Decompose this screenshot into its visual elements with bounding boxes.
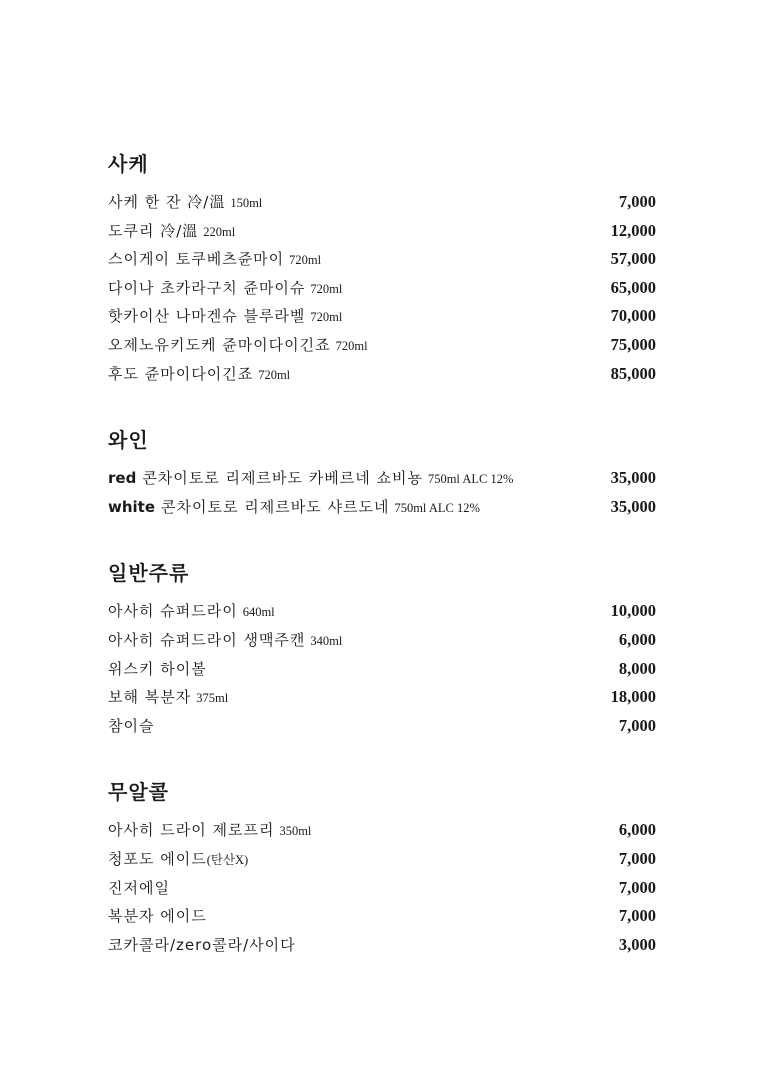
menu-item [108,493,656,522]
section-title: 사케 [108,152,149,176]
item-name: 후도 쥰마이다이긴죠 [108,364,254,383]
item-name: 참이슬 [108,716,155,735]
item-spec: 750ml ALC 12% [394,500,480,515]
item-prefix: white [108,497,156,516]
section-sake [108,150,656,388]
item-price: 75,000 [610,334,656,354]
item-name: 콘차이토로 리제르바도 카베르네 쇼비뇽 [142,469,423,488]
item-price: 7,000 [618,192,656,211]
menu-item [108,188,656,217]
item-name: 스이게이 토쿠베츠쥰마이 [108,250,285,269]
item-price: 7,000 [618,906,656,926]
item-price: 57,000 [610,249,656,269]
item-name: 복분자 에이드 [108,907,207,926]
menu-item [108,816,656,845]
item-spec: 375ml [196,691,229,706]
menu-item [108,360,656,389]
menu-item [108,683,656,712]
item-price: 10,000 [610,601,656,621]
item-price: 65,000 [610,277,656,297]
item-name: 진저에일 [108,878,170,897]
item-name: 콘차이토로 리제르바도 샤르도네 [161,497,390,516]
section-title: 와인 [108,428,149,453]
item-price: 3,000 [618,934,656,954]
item-name: 사케 한 잔 冷/溫 [108,193,226,211]
menu-item [108,217,656,246]
menu-item [108,655,656,684]
item-name: 오제노유키도케 쥰마이다이긴죠 [108,335,331,354]
item-name: 청포도 에이드 [108,849,207,868]
menu-item [108,245,656,274]
section-title: 일반주류 [108,561,190,586]
menu-item [108,597,656,626]
item-spec: 720ml [310,310,343,325]
item-spec: 720ml [310,281,343,296]
menu-item [108,302,656,331]
item-price: 6,000 [618,820,656,840]
menu-item [108,874,656,903]
item-price: 7,000 [618,877,656,897]
item-spec: 220ml [203,224,236,239]
item-price: 35,000 [610,468,656,488]
item-price: 6,000 [618,629,656,649]
item-spec: 340ml [310,633,343,648]
item-name: 아사히 드라이 제로프리 [108,821,275,840]
item-spec: 720ml [335,338,368,353]
item-spec: 720ml [289,253,322,268]
menu-item [108,902,656,931]
item-spec: 350ml [279,824,312,839]
menu-item [108,931,656,960]
menu-item [108,331,656,360]
menu-item [108,274,656,303]
item-spec: (탄산X) [206,852,249,867]
menu-item [108,845,656,874]
item-spec: 640ml [242,605,275,620]
item-price: 18,000 [610,687,656,707]
item-prefix: red [108,469,137,488]
item-name: 코카콜라/zero콜라/사이다 [108,935,296,954]
menu-item [108,464,656,493]
section-general-liquor [108,559,656,740]
item-name: 아사히 슈퍼드라이 생맥주캔 [108,630,306,649]
item-name: 보해 복분자 [108,688,192,707]
item-name: 아사히 슈퍼드라이 [108,602,238,621]
section-wine [108,426,656,521]
item-price: 7,000 [618,848,656,868]
section-non-alcoholic [108,778,656,959]
item-name: 도쿠리 冷/溫 [108,221,199,240]
item-spec: 720ml [258,367,291,382]
item-price: 85,000 [610,363,656,383]
item-name: 위스키 하이볼 [108,659,207,678]
item-spec: 150ml [230,196,263,210]
item-price: 8,000 [618,658,656,678]
menu [108,150,656,997]
item-name: 다이나 초카라구치 쥰마이슈 [108,278,306,297]
item-price: 70,000 [610,306,656,326]
item-name: 핫카이산 나마겐슈 블루라벨 [108,307,306,326]
menu-item [108,712,656,741]
section-title: 무알콜 [108,780,169,805]
item-price: 35,000 [610,496,656,516]
item-spec: 750ml ALC 12% [427,472,514,487]
menu-item [108,626,656,655]
item-price: 12,000 [610,220,656,240]
item-price: 7,000 [618,715,656,735]
